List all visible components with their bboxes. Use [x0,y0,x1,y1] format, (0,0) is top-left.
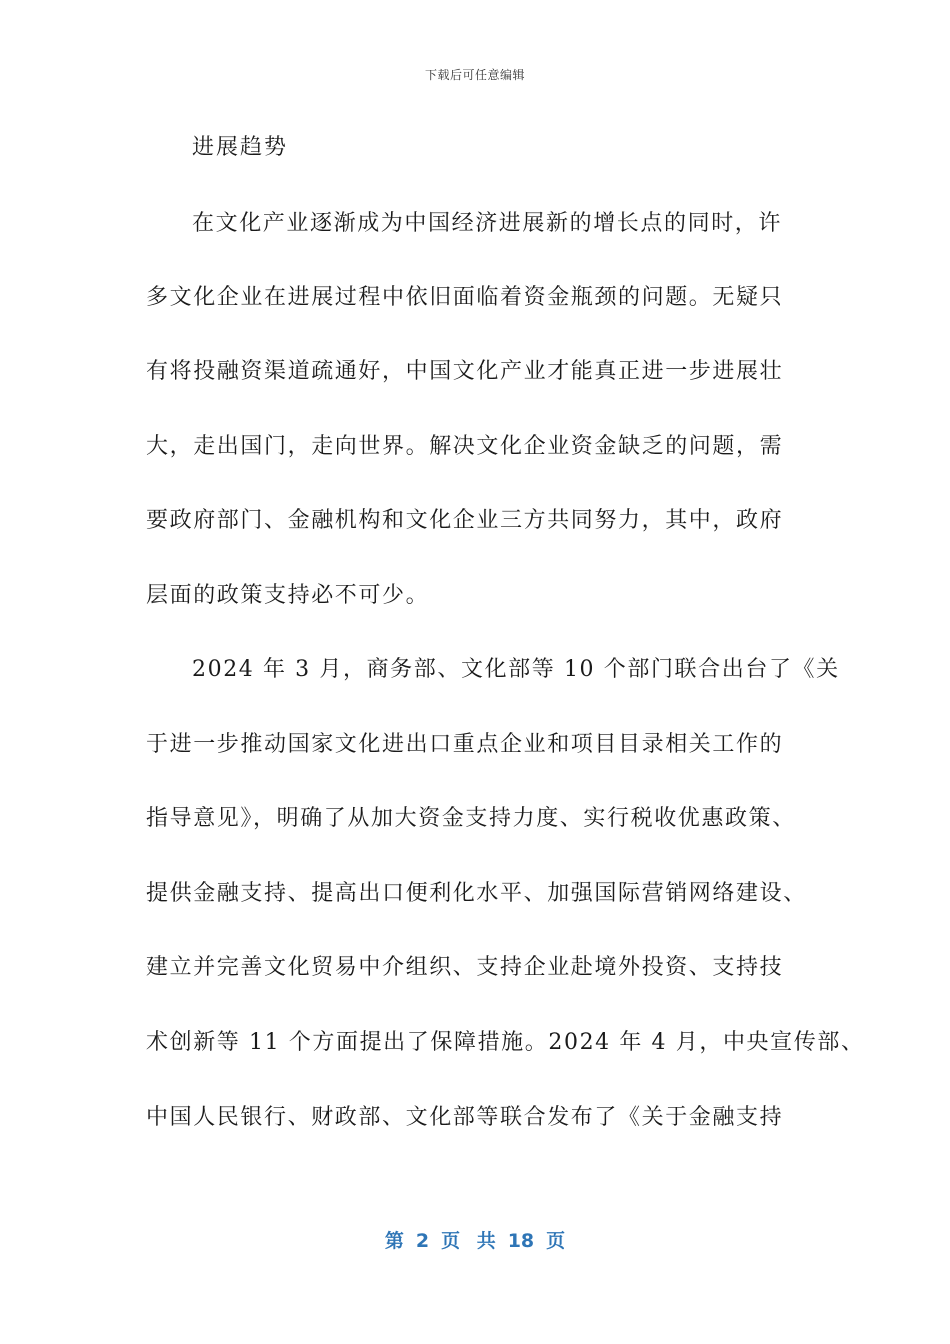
paragraph-line: 术创新等 11 个方面提出了保障措施。2024 年 4 月，中央宣传部、 [146,1030,865,1055]
footer-middle: 页 共 [441,1230,496,1252]
current-page-number: 2 [415,1230,430,1252]
paragraph-line: 有将投融资渠道疏通好，中国文化产业才能真正进一步进展壮 [146,359,784,384]
footer-prefix: 第 [384,1230,404,1252]
paragraph-line: 多文化企业在进展过程中依旧面临着资金瓶颈的问题。无疑只 [146,285,784,310]
paragraph-line: 2024 年 3 月，商务部、文化部等 10 个部门联合出台了《关 [192,657,840,682]
paragraph-line: 指导意见》，明确了从加大资金支持力度、实行税收优惠政策、 [146,806,796,831]
footer-suffix: 页 [546,1230,566,1252]
page-footer [0,1226,950,1253]
page-header: 下载后可任意编辑 [424,68,525,82]
section-title: 进展趋势 [192,135,289,160]
paragraph-line: 建立并完善文化贸易中介组织、支持企业赴境外投资、支持技 [146,955,784,980]
paragraph-line: 于进一步推动国家文化进出口重点企业和项目目录相关工作的 [146,732,784,757]
paragraph-line: 要政府部门、金融机构和文化企业三方共同努力，其中，政府 [146,508,784,533]
paragraph-line: 中国人民银行、财政部、文化部等联合发布了《关于金融支持 [146,1105,784,1130]
paragraph-line: 层面的政策支持必不可少。 [146,583,430,608]
paragraph-line: 提供金融支持、提高出口便利化水平、加强国际营销网络建设、 [146,881,807,906]
paragraph-line: 大，走出国门，走向世界。解决文化企业资金缺乏的问题，需 [146,434,784,459]
paragraph-line: 在文化产业逐渐成为中国经济进展新的增长点的同时，许 [192,211,783,236]
total-pages-number: 18 [507,1230,535,1252]
